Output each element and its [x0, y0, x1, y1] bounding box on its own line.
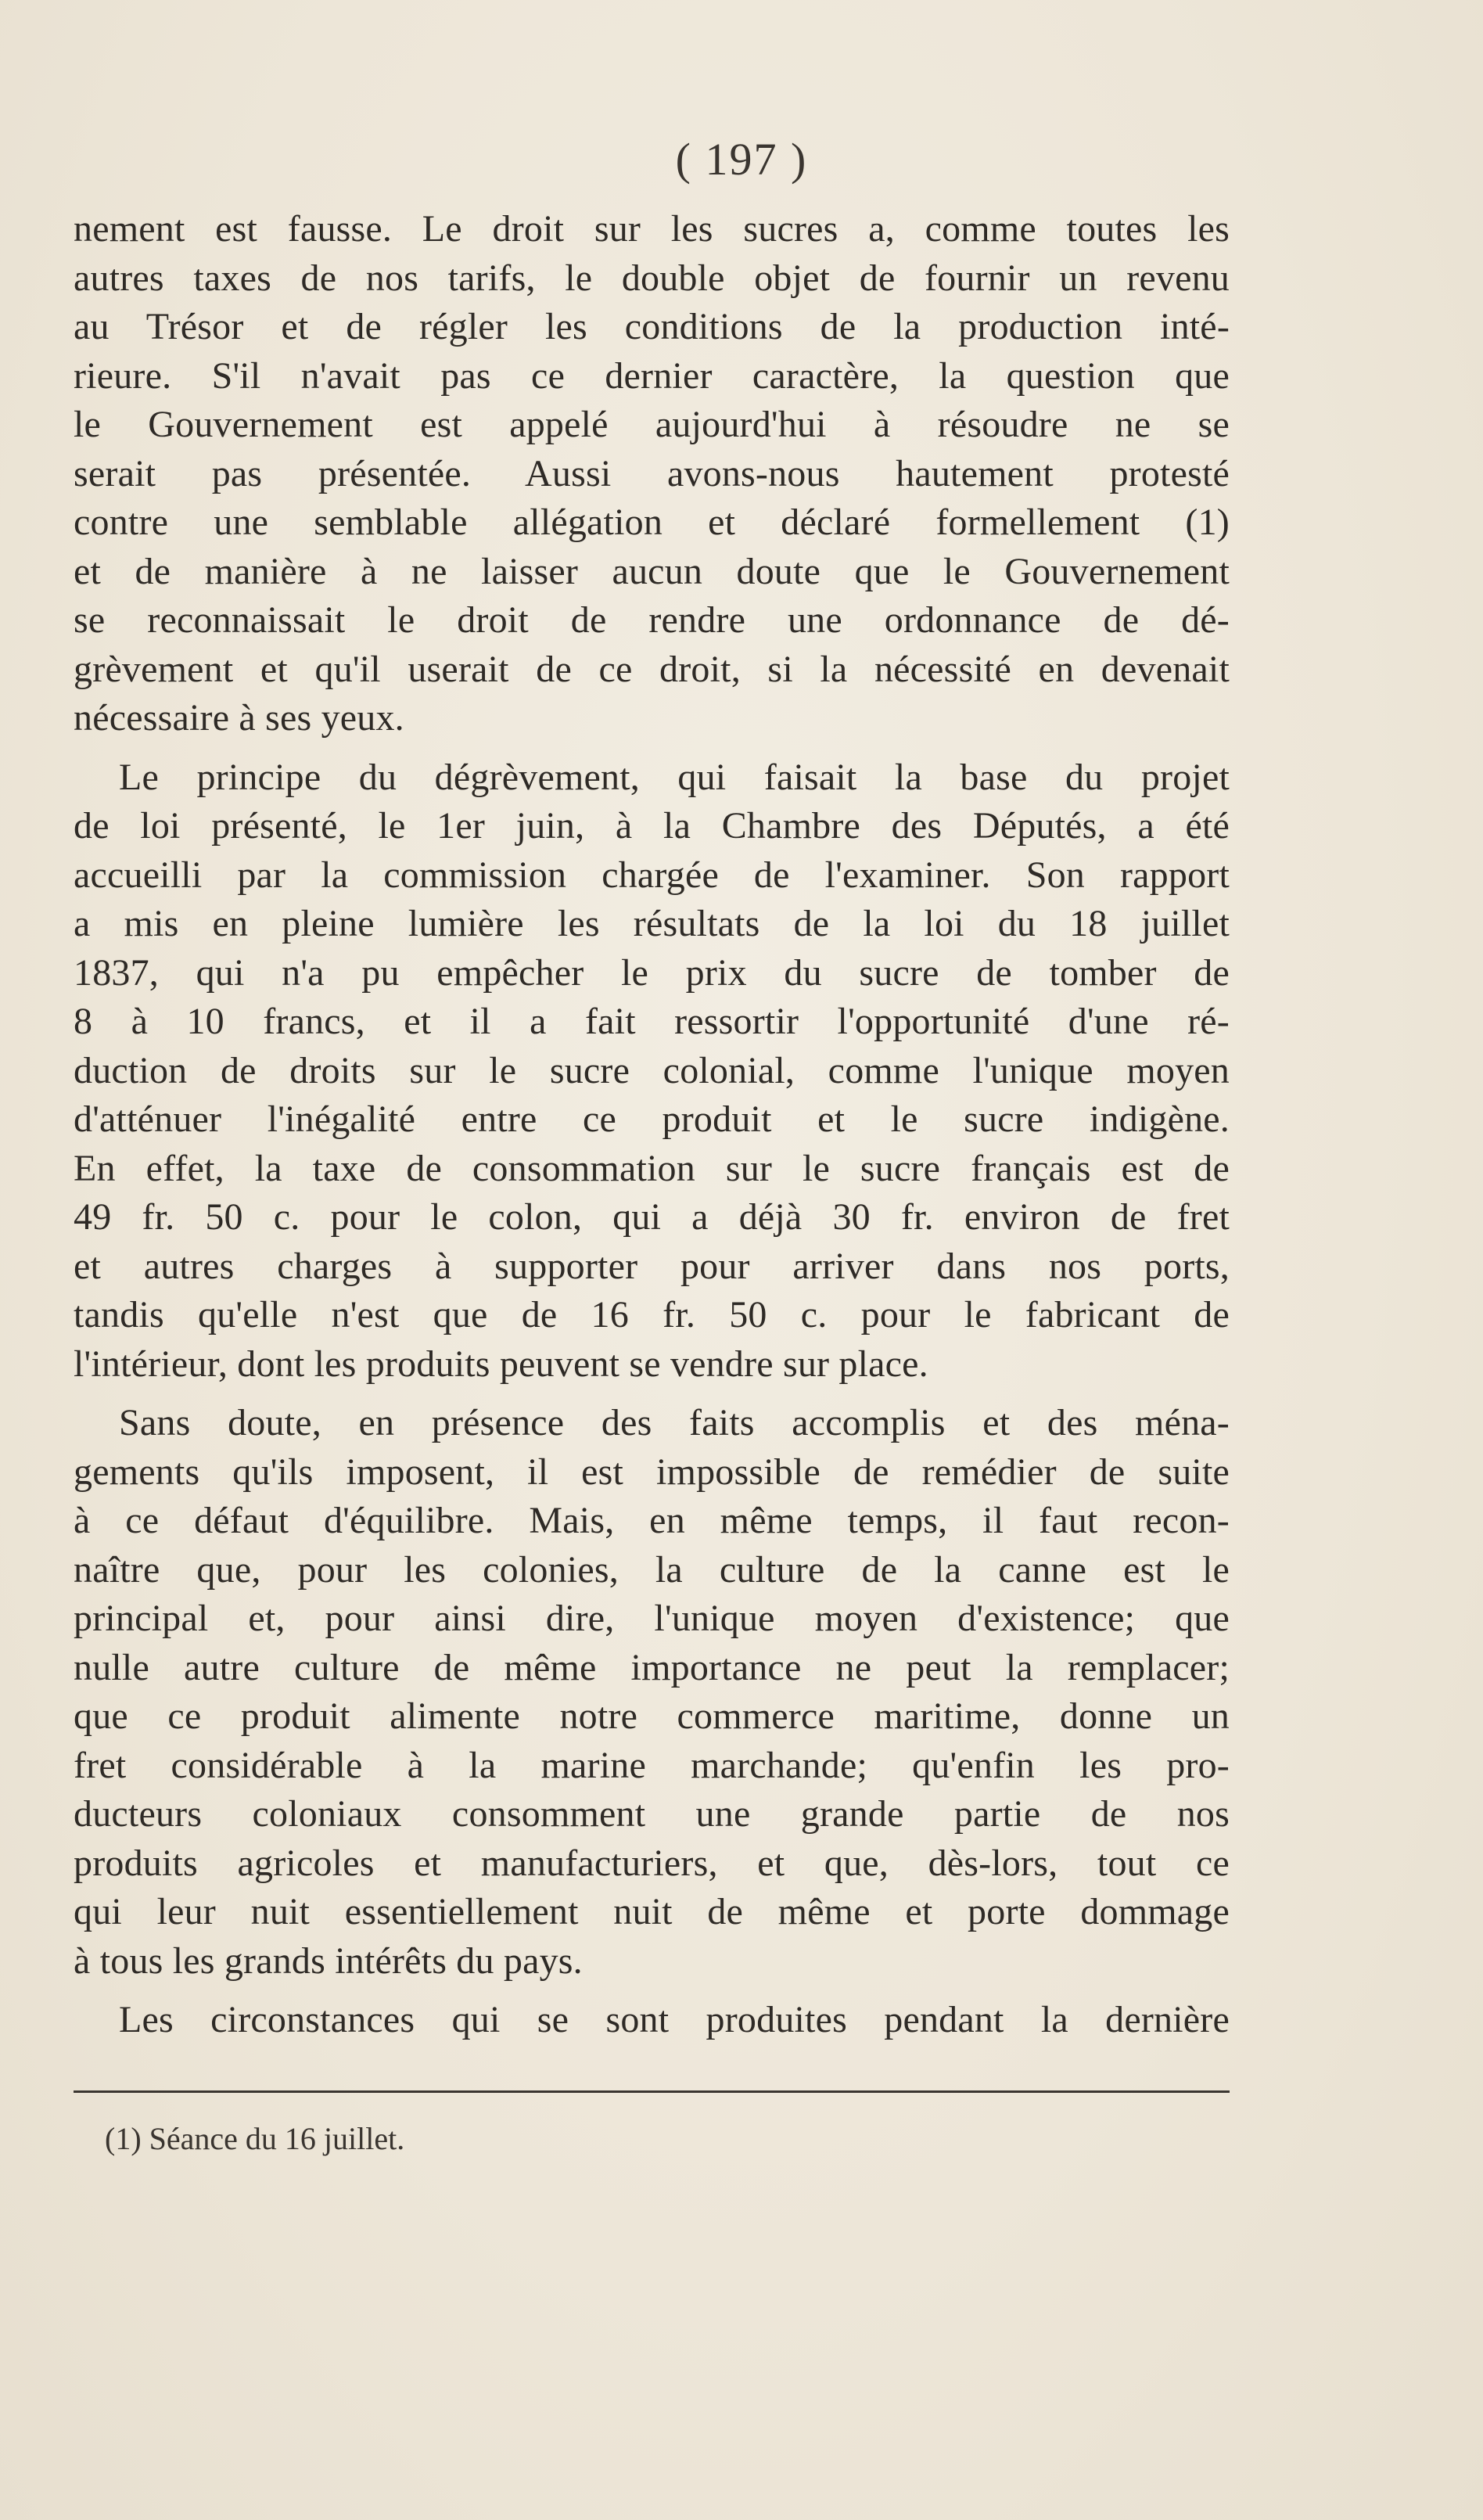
- text-line: se reconnaissait le droit de rendre une ordonnance de dé-: [74, 599, 1230, 641]
- text-line: tandis qu'elle n'est que de 16 fr. 50 c. pour le fabricant de: [74, 1294, 1230, 1335]
- text-line: Les circonstances qui se sont produites pendant la dernière: [119, 1999, 1230, 2040]
- text-line: ducteurs coloniaux consomment une grande partie de nos: [74, 1793, 1230, 1835]
- text-line: serait pas présentée. Aussi avons-nous hautement protesté: [74, 452, 1230, 494]
- text-line: Sans doute, en présence des faits accomplis et des ména-: [119, 1402, 1230, 1443]
- footnote: (1) Séance du 16 juillet.: [105, 2121, 405, 2156]
- paragraph-3: [74, 1399, 1230, 1986]
- text-line: contre une semblable allégation et déclaré formellement (1): [74, 501, 1230, 543]
- text-line: à ce défaut d'équilibre. Mais, en même temps, il faut recon-: [74, 1500, 1230, 1541]
- paragraph-1: [74, 205, 1230, 743]
- text-line: de loi présenté, le 1er juin, à la Chambre des Députés, a été: [74, 805, 1230, 847]
- text-line: 1837, qui n'a pu empêcher le prix du sucre de tomber de: [74, 951, 1230, 994]
- text-line: 8 à 10 francs, et il a fait ressortir l'opportunité d'une ré-: [74, 1001, 1230, 1042]
- footnote-rule: [74, 2090, 1230, 2093]
- text-line: au Trésor et de régler les conditions de la production inté-: [74, 306, 1230, 347]
- text-line: produits agricoles et manufacturiers, et que, dès-lors, tout ce: [74, 1842, 1230, 1884]
- text-line: l'intérieur, dont les produits peuvent se vendre sur place.: [74, 1343, 928, 1385]
- text-line: le Gouvernement est appelé aujourd'hui à résoudre ne se: [74, 404, 1230, 445]
- text-line: accueilli par la commission chargée de l'examiner. Son rapport: [74, 854, 1230, 896]
- text-line: a mis en pleine lumière les résultats de la loi du 18 juillet: [74, 903, 1230, 944]
- text-line: naître que, pour les colonies, la culture de la canne est le: [74, 1548, 1230, 1591]
- body-text: [74, 205, 1230, 2055]
- text-line: En effet, la taxe de consommation sur le sucre français est de: [74, 1147, 1230, 1189]
- text-line: qui leur nuit essentiellement nuit de même et porte dommage: [74, 1891, 1230, 1932]
- text-line: et de manière à ne laisser aucun doute que le Gouvernement: [74, 550, 1230, 592]
- text-line: grèvement et qu'il userait de ce droit, si la nécessité en devenait: [74, 648, 1230, 690]
- text-line: duction de droits sur le sucre colonial, comme l'unique moyen: [74, 1049, 1230, 1091]
- text-line: nement est fausse. Le droit sur les sucres a, comme toutes les: [74, 208, 1230, 250]
- text-line: autres taxes de nos tarifs, le double objet de fournir un revenu: [74, 257, 1230, 299]
- text-line: gements qu'ils imposent, il est impossible de remédier de suite: [74, 1451, 1230, 1493]
- text-line: nécessaire à ses yeux.: [74, 697, 404, 739]
- text-line: nulle autre culture de même importance ne peut la remplacer;: [74, 1646, 1230, 1688]
- text-line: rieure. S'il n'avait pas ce dernier caractère, la question que: [74, 354, 1230, 397]
- text-line: principal et, pour ainsi dire, l'unique moyen d'existence; que: [74, 1598, 1230, 1639]
- text-line: que ce produit alimente notre commerce maritime, donne un: [74, 1695, 1230, 1737]
- text-line: 49 fr. 50 c. pour le colon, qui a déjà 30 fr. environ de fret: [74, 1196, 1230, 1238]
- text-line: fret considérable à la marine marchande; qu'enfin les pro-: [74, 1744, 1230, 1786]
- text-line: à tous les grands intérêts du pays.: [74, 1939, 583, 1982]
- paragraph-4: [74, 1996, 1230, 2045]
- page-number: ( 197 ): [675, 134, 808, 185]
- text-line: d'atténuer l'inégalité entre ce produit et le sucre indigène.: [74, 1098, 1230, 1140]
- text-line: et autres charges à supporter pour arriver dans nos ports,: [74, 1245, 1230, 1287]
- text-line: Le principe du dégrèvement, qui faisait la base du projet: [119, 756, 1230, 798]
- paragraph-2: [74, 753, 1230, 1389]
